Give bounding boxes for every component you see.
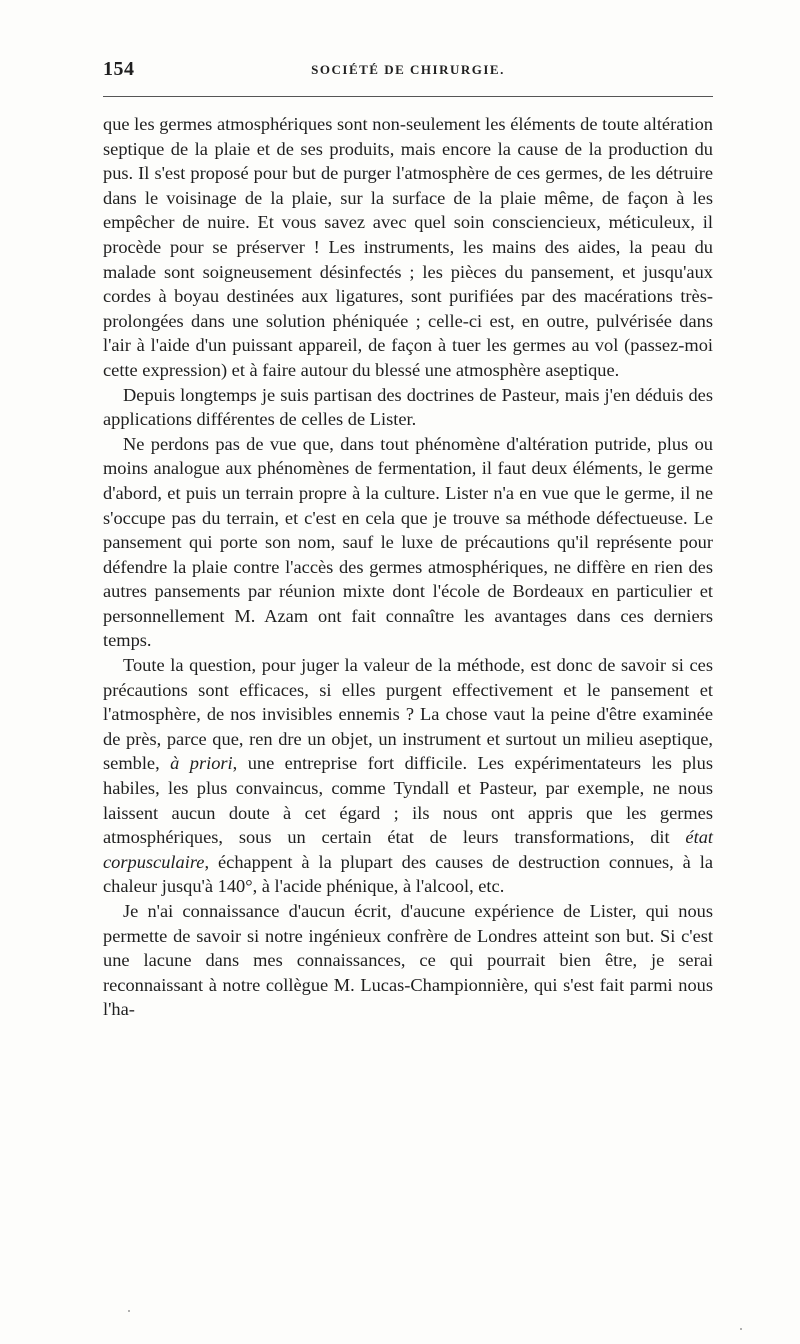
paragraph-4 (103, 653, 713, 899)
paragraph-5 (103, 899, 713, 1022)
paragraph-2 (103, 383, 713, 432)
paragraph-1-text: que les germes atmosphériques sont non-seulement les éléments de toute altération septique de la plaie et de ses produits, mais encore la cause de la production du pus. Il s'est proposé pour but de purger l'atmosphère de ces germes, de les détruire dans le voisinage de la plaie, sur la surface de la plaie même, de façon à les empêcher de nuire. Et vous savez avec quel soin consciencieux, méticuleux, il procède pour se préserver ! Les instruments, les mains des aides, la peau du malade sont soigneusement désinfectés ; les pièces du pansement, et jusqu'aux cordes à boyau destinées aux ligatures, sont purifiées par des macérations très-prolongées dans une solution phéniquée ; celle-ci est, en outre, pulvérisée dans l'air à l'aide d'un puissant appareil, de façon à tuer les germes au vol (passez-moi cette expression) et à faire autour du blessé une atmosphère aseptique. (103, 114, 713, 380)
paragraph-5-text: Je n'ai connaissance d'aucun écrit, d'aucune expérience de Lister, qui nous permette de savoir si notre ingénieux confrère de Londres atteint son but. Si c'est une lacune dans mes connaissances, ce qui pourrait bien être, je serai reconnaissant à notre collègue M. Lucas-Championnière, qui s'est fait parmi nous l'ha- (103, 901, 713, 1020)
paragraph-4-text-c: , échappent à la plupart des causes de destruction connues, à la chaleur jusqu'à 140°, à l'acide phénique, à l'alcool, etc. (103, 851, 713, 897)
paragraph-4-text-b: , une entreprise fort difficile. Les expérimentateurs les plus habiles, les plus convaincus, comme Tyndall et Pasteur, par exemple, ne nous laissent aucun doute à cet égard ; ils nous ont appris que les germes atmosphériques, sous un certain état de leurs transformations, dit (103, 753, 714, 848)
journal-title: SOCIÉTÉ DE CHIRURGIE. (311, 62, 505, 77)
paragraph-2-text: Depuis longtemps je suis partisan des doctrines de Pasteur, mais j'en déduis des applications différentes de celles de Lister. (103, 384, 713, 430)
paragraph-4-italic-etat-corpusculaire: état corpusculaire (103, 827, 713, 872)
paragraph-1 (103, 112, 713, 383)
page-number: 154 (103, 58, 135, 80)
header-rule (103, 96, 713, 97)
paragraph-4-italic-a-priori: à priori (170, 753, 233, 774)
paragraph-3 (103, 432, 713, 653)
body-text (103, 112, 713, 1022)
print-speck (740, 1328, 742, 1330)
print-speck (128, 1310, 130, 1312)
paragraph-4-text-a: Toute la question, pour juger la valeur de la méthode, est donc de savoir si ces précautions sont efficaces, si elles purgent effectivement et le pansement et l'atmosphère, de nos invisibles ennemis ? La chose vaut la peine d'être examinée de près, parce que, ren dre un objet, un instrument et surtout un milieu aseptique, semble, (103, 655, 713, 774)
running-head (103, 58, 713, 88)
paragraph-3-text: Ne perdons pas de vue que, dans tout phénomène d'altération putride, plus ou moins analogue aux phénomènes de fermentation, il faut deux éléments, le germe d'abord, et puis un terrain propre à la culture. Lister n'a en vue que le germe, il ne s'occupe pas du terrain, et c'est en cela que je trouve sa méthode défectueuse. Le pansement qui porte son nom, sauf le luxe de précautions qu'il représente pour défendre la plaie contre l'accès des germes atmosphériques, ne diffère en rien des autres pansements par réunion mixte dont l'école de Bordeaux en particulier et personnellement M. Azam ont fait connaître les avantages dans ces derniers temps. (103, 433, 713, 651)
